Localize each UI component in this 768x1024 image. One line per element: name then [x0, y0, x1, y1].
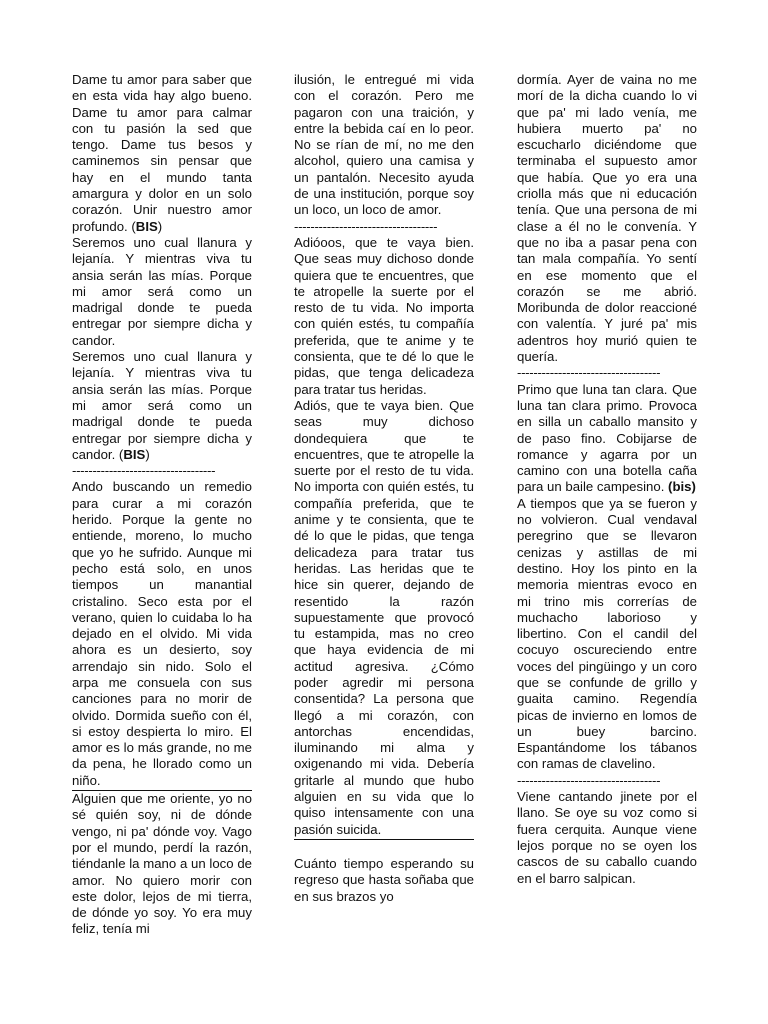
verse-seremos-uno: Seremos uno cual llanura y lejanía. Y mientras viva tu ansia serán las mías. Porque mi amor será como un madrigal donde te pueda entregar por siempre dicha y candor.	[72, 234, 252, 348]
verse-seremos-uno-repeat: Seremos uno cual llanura y lejanía. Y mientras viva tu ansia serán las mías. Porque mi amor será como un madrigal donde te pueda entregar por siempre dicha y candor. (BIS)	[72, 349, 252, 462]
separator: -----------------------------------	[72, 463, 216, 479]
separator: -----------------------------------	[294, 218, 438, 234]
verse-a-tiempos: A tiempos que ya se fueron y no volvieron. Cual vendaval peregrino que se llevaron cenizas y astillas de mi destino. Hoy los pinto en la memoria mientras evoco en mi trino mis correrías de muchacho laborioso y libertino. Con el candil del cocuyo oscureciendo entre voces del pingüingo y un coro que se confunde de grillo y guaita camino. Regendía picas de invierno en lomos de un buey barcino. Espantándome los tábanos con ramas de clavelino.	[517, 495, 697, 772]
column-1	[72, 72, 252, 938]
verse-alguien-que-me-oriente: Alguien que me oriente, yo no sé quién soy, ni de dónde vengo, ni pa' dónde voy. Vago por el mundo, perdí la razón, tiéndanle la mano a un loco de amor. No quiero morir con este dolor, lejos de mi tierra, de dónde yo soy. Yo era muy feliz, tenía mi	[72, 791, 252, 937]
bis-marker: (bis)	[668, 479, 696, 495]
verse-adios: Adiós, que te vaya bien. Que seas muy dichoso dondequiera que te encuentres, que te atropelle la suerte por el resto de tu vida. No importa con quién estés, tu compañía preferida, que te anime y te consienta, que te dé lo que le pidas, que tenga delicadeza para tratar tus heridas. Las heridas que te hice sin querer, dejando de resentido la razón supuestamente que provocó tu estampida, mas no creo que haya evidencia de mi actitud agresiva. ¿Cómo poder agredir mi persona consentida? La persona que llegó a mi corazón, con antorchas encendidas, iluminando mi alma y oxigenando mi vida. Debería gritarle al mundo que hubo alguien en su vida que lo quiso intensamente con una pasión suicida.	[294, 398, 474, 840]
verse-dame-tu-amor: Dame tu amor para saber que en esta vida hay algo bueno. Dame tu amor para calmar con tu pasión la sed que tengo. Dame tus besos y caminemos sin pensar que hay en el mundo tanta amargura y dolor en un solo corazón. Unir nuestro amor profundo. (BIS)	[72, 72, 252, 234]
verse-adioos: Adióoos, que te vaya bien. Que seas muy dichoso donde quiera que te encuentres, que te atropelle la suerte por el resto de tu vida. No importa con quién estés, tu compañía preferida, que te anime y te consienta, que te dé lo que le pidas, que tenga delicadeza para tratar tus heridas.	[294, 234, 474, 397]
separator: -----------------------------------	[517, 365, 661, 381]
verse-ilusion: ilusión, le entregué mi vida con el corazón. Pero me pagaron con una traición, y entre la bebida caí en lo peor. No se rían de mí, no me den alcohol, quiero una camisa y un pantalón. Necesito ayuda de una institución, porque soy un loco, un loco de amor.	[294, 72, 474, 218]
verse-primo-que-luna: Primo que luna tan clara. Que luna tan clara primo. Provoca en silla un caballo mansito y de paso fino. Cobijarse de romance y agarra por un camino con una botella caña para un baile campesino. (bis)	[517, 381, 697, 495]
column-3	[517, 72, 697, 887]
verse-cuanto-tiempo: Cuánto tiempo esperando su regreso que hasta soñaba que en sus brazos yo	[294, 855, 474, 904]
verse-ando-buscando: Ando buscando un remedio para curar a mi corazón herido. Porque la gente no entiende, moreno, lo mucho que yo he sufrido. Aunque mi pecho está solo, en unos tiempos un manantial cristalino. Seco esta por el verano, quien lo cuidaba lo ha dejado en el olvido. Mi vida ahora es un desierto, soy arrendajo sin nido. Solo el arpa me consuela con sus canciones para no morir de olvido. Dormida sueño con él, si estoy despierta lo miro. El amor es lo más grande, no me da pena, he llorado como un niño.	[72, 479, 252, 791]
bis-marker: BIS	[123, 446, 146, 462]
verse-viene-cantando: Viene cantando jinete por el llano. Se oye su voz como si fuera cerquita. Aunque viene lejos porque no se oyen los cascos de su caballo cuando en el barro salpican.	[517, 789, 697, 886]
bis-marker: BIS	[135, 218, 158, 234]
column-2	[294, 72, 474, 905]
verse-dormia: dormía. Ayer de vaina no me morí de la dicha cuando lo vi que pa' mi lado venía, me hubiera muerto pa' no escucharlo diciéndome que terminaba el supuesto amor que había. Que yo era una criolla más que ni educación tenía. Que una persona de mi clase a él no le convenía. Y que no iba a pasar pena con tan mala compañía. Yo sentí en ese momento que el corazón se me abrió. Moribunda de dolor reaccioné con valentía. Y juré pa' mis adentros hoy murió quien te quería.	[517, 72, 697, 365]
separator: -----------------------------------	[517, 772, 661, 788]
spacer	[294, 840, 474, 856]
